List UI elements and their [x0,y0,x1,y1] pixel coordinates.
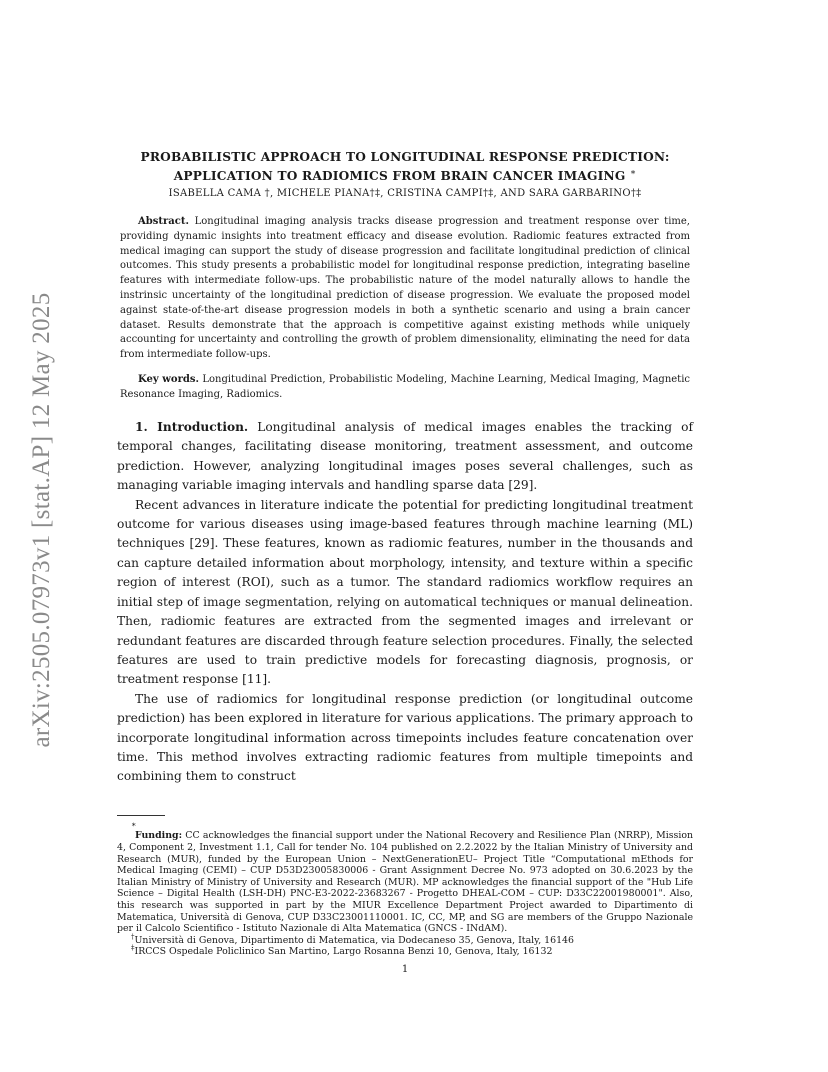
intro-paragraph-1 [117,418,693,496]
title-line-2 [117,165,693,184]
page-number: 1 [401,963,409,975]
keywords [120,373,690,402]
footnotes [117,819,693,958]
affiliation-1-mark: † [131,932,135,941]
keywords-label: Key words. [138,374,199,386]
abstract-text: Longitudinal imaging analysis tracks disease progression and treatment response over time, providing dynamic insights into treatment efficacy and disease evolution. Radiomic features extracted from medical imaging can support the study of disease progression and facilitate longitudinal prediction of clinical outcomes. This study presents a probabilistic model for longitudinal response prediction, integrating baseline features with intermediate follow-ups. The probabilistic nature of the model naturally allows to handle the instrinsic uncertainty of the longitudinal prediction of disease progression. We evaluate the proposed model against state-of-the-art disease progression models in both a synthetic scenario and using a brain cancer dataset. Results demonstrate that the approach is competitive against existing methods while uniquely accounting for uncertainty and controlling the growth of problem dimensionality, eliminating the need for data from intermediate follow-ups. [120,216,690,361]
intro-paragraph-1-text: Longitudinal analysis of medical images enables the tracking of temporal changes, facilitating disease monitoring, treatment assessment, and outcome prediction. However, analyzing longitudinal images poses several challenges, such as managing variable imaging intervals and handling sparse data [29]. [117,420,694,493]
arxiv-identifier-stamp [22,285,62,755]
paper-title [117,149,693,184]
keywords-text: Longitudinal Prediction, Probabilistic Modeling, Machine Learning, Medical Imaging, Magnetic Resonance Imaging, Radiomics. [120,374,690,400]
author-list: ISABELLA CAMA †, MICHELE PIANA†‡, CRISTINA CAMPI†‡, AND SARA GARBARINO†‡ [168,188,642,200]
abstract [120,215,690,363]
title-line-2-text: APPLICATION TO RADIOMICS FROM BRAIN CANCER IMAGING [173,169,626,184]
affiliation-1-text: Università di Genova, Dipartimento di Matematica, via Dodecaneso 35, Genova, Italy, 16146 [134,934,574,946]
abstract-label: Abstract. [138,216,189,228]
arxiv-stamp-text: arXiv:2505.07973v1 [stat.AP] 12 May 2025 [28,292,55,748]
intro-paragraph-2: Recent advances in literature indicate the potential for predicting longitudinal treatment outcome for various diseases using image-based features through machine learning (ML) techniques [29]. These features, known as radiomic features, number in the thousands and can capture detailed information about morphology, intensity, and texture within a specific region of interest (ROI), such as a tumor. The standard radiomics workflow requires an initial step of image segmentation, relying on automatical techniques or manual delineation. Then, radiomic features are extracted from the segmented images and irrelevant or redundant features are discarded through feature selection procedures. Finally, the selected features are used to train predictive models for forecasting diagnosis, prognosis, or treatment response [11]. [117,497,693,687]
introduction-section [117,418,693,787]
footnote-star-mark: ∗ [131,819,137,829]
footnote-divider [117,815,165,816]
affiliation-2-text: IRCCS Ospedale Policlinico San Martino, Largo Rosanna Benzi 10, Genova, Italy, 16132 [134,946,553,958]
intro-paragraph-3: The use of radiomics for longitudinal response prediction (or longitudinal outcome prediction) has been explored in literature for various applications. The primary approach to incorporate longitudinal information across timepoints includes feature concatenation over time. This method involves extracting radiomic features from multiple timepoints and combining them to construct [117,691,693,784]
section-heading: 1. Introduction. [135,420,249,435]
affiliation-1 [117,932,693,947]
affiliation-2-mark: ‡ [131,944,135,953]
title-line-1: PROBABILISTIC APPROACH TO LONGITUDINAL RESPONSE PREDICTION: [140,150,670,164]
affiliation-2 [117,946,693,958]
funding-footnote [117,830,693,934]
funding-label: Funding: [135,830,183,842]
paper-page [117,0,693,975]
title-footnote-mark: ∗ [629,168,637,178]
funding-text: CC acknowledges the financial support under the National Recovery and Resilience Plan (NRRP), Mission 4, Component 2, Investment 1.1, Call for tender No. 104 published on 2.2.2022 by the Italian Ministry of University and Research (MUR), funded by the European Union – NextGenerationEU– Project Title “Computational mEthods for Medical Imaging (CEMI) – CUP D53D23005830006 - Grant Assignment Decree No. 973 adopted on 30.6.2023 by the Italian Ministry of Ministry of University and Research (MUR). MP acknowledges the financial support of the "Hub Life Science – Digital Health (LSH-DH) PNC-E3-2022-23683267 - Progetto DHEAL-COM – CUP: D33C22001980001". Also, this research was supported in part by the MIUR Excellence Department Project awarded to Dipartimento di Matematica, Università di Genova, CUP D33C23001110001. IC, CC, MP, and SG are members of the Gruppo Nazionale per il Calcolo Scientifico - Istituto Nazionale di Alta Matematica (GNCS - INdAM). [117,830,693,935]
